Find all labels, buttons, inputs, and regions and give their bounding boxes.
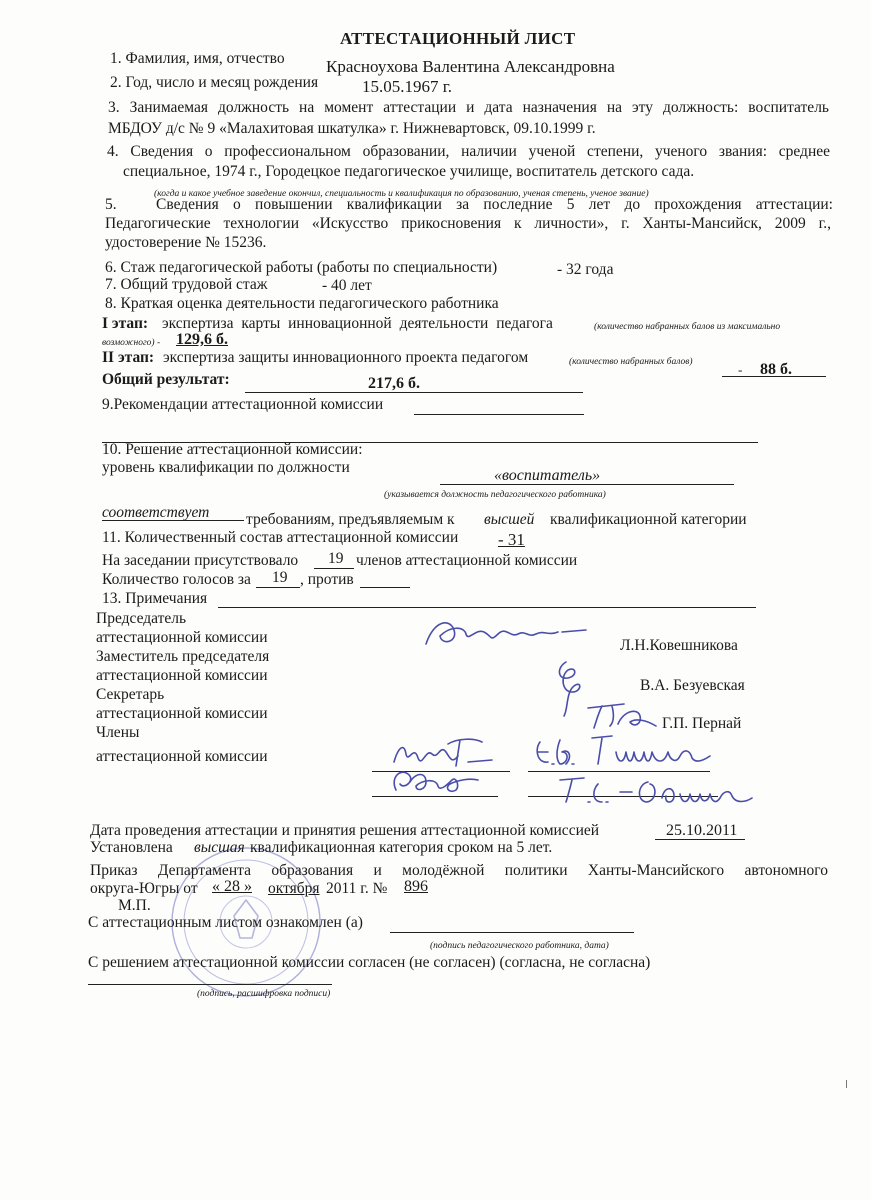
order-line-2-a: округа-Югры от xyxy=(90,880,198,897)
birth-date-value: 15.05.1967 г. xyxy=(362,77,453,96)
member-signature-3 xyxy=(386,760,486,800)
stage2-note: (количество набранных балов) xyxy=(569,357,693,367)
stage1-title: I этап: xyxy=(102,315,149,332)
full-name-value: Красноухова Валентина Александровна xyxy=(326,57,615,76)
stage2-dash: - xyxy=(738,362,743,377)
notes-line xyxy=(218,607,756,608)
seal-place: М.П. xyxy=(118,897,151,914)
verdict-value: соответствует xyxy=(102,504,210,521)
stage2-text: экспертиза защиты инновационного проекта педагогом xyxy=(163,349,529,366)
votes-for-line xyxy=(256,587,300,588)
attestation-date-label: Дата проведения аттестации и принятия решения аттестационной комиссией xyxy=(90,822,600,839)
votes-label: Количество голосов за xyxy=(102,571,251,588)
deputy-label-1: Заместитель председателя xyxy=(96,648,270,665)
commission-size-value: - 31 xyxy=(498,530,525,549)
established-term: квалификационная категория сроком на 5 лет. xyxy=(250,839,553,856)
category-word: высшей xyxy=(484,511,535,528)
margin-mark xyxy=(846,1080,847,1088)
chair-name: Л.Н.Ковешникова xyxy=(620,637,738,654)
assessment-label: 8. Краткая оценка деятельности педагогического работника xyxy=(105,295,499,312)
total-result-line xyxy=(245,392,583,393)
total-experience-label: 7. Общий трудовой стаж xyxy=(105,276,268,293)
qualification-level-label: уровень квалификации по должности xyxy=(102,459,350,476)
total-experience-value: - 40 лет xyxy=(322,277,372,294)
total-result-label: Общий результат: xyxy=(102,371,230,388)
training-line-1: Сведения о повышении квалификации за последние 5 лет до прохождения аттестации: xyxy=(156,196,833,213)
secretary-signature xyxy=(584,700,664,732)
stage1-text: экспертиза карты инновационной деятельности педагога xyxy=(162,315,553,332)
chair-label-1: Председатель xyxy=(96,610,187,627)
secretary-label-1: Секретарь xyxy=(96,686,165,703)
agreement-note: (подпись, расшифровка подписи) xyxy=(197,989,331,999)
attestation-date-value: 25.10.2011 xyxy=(666,822,738,839)
agreement-text: С решением аттестационной комиссии согласен (не согласен) (согласна, не согласна) xyxy=(88,954,651,971)
acquainted-note: (подпись педагогического работника, дата) xyxy=(430,941,609,951)
recommendations-line-1 xyxy=(414,414,584,415)
commission-size-label: 11. Количественный состав аттестационной комиссии xyxy=(102,529,459,546)
ped-experience-label: 6. Стаж педагогической работы (работы по специальности) xyxy=(105,259,498,276)
training-line-2: Педагогические технологии «Искусство прикосновения к личности», г. Ханты-Мансийск, 2009 г., xyxy=(105,215,831,232)
votes-for-value: 19 xyxy=(272,569,288,586)
present-text: членов аттестационной комиссии xyxy=(356,552,578,569)
deputy-name: В.А. Безуевская xyxy=(640,677,745,694)
votes-against-line xyxy=(360,587,410,588)
stage2-score-line xyxy=(722,376,826,377)
education-note: (когда и какое учебное заведение окончил, специальность и квалификация по образованию, ученая степень, ученое звание) xyxy=(154,189,649,199)
stage2-title: II этап: xyxy=(102,349,155,366)
secretary-label-2: аттестационной комиссии xyxy=(96,705,268,722)
order-number: 896 xyxy=(404,878,428,895)
education-line-1: 4. Сведения о профессиональном образовании, наличии ученой степени, ученого звания: среднее xyxy=(107,143,830,160)
document-title: АТТЕСТАЦИОННЫЙ ЛИСТ xyxy=(340,29,576,48)
stage1-score: 129,6 б. xyxy=(176,331,228,348)
total-result-value: 217,6 б. xyxy=(368,375,420,392)
attestation-date-line xyxy=(655,839,745,840)
verdict-line xyxy=(102,520,244,521)
position-line-1: 3. Занимаемая должность на момент аттестации и дата назначения на эту должность: воспитатель xyxy=(108,99,829,116)
order-line-1: Приказ Департамента образования и молодёжной политики Ханты-Мансийского автономного xyxy=(90,862,828,879)
present-value: 19 xyxy=(328,550,344,567)
full-name-label: 1. Фамилия, имя, отчество xyxy=(110,50,285,67)
established-category: высшая xyxy=(194,839,245,856)
requirements-text-a: требованиям, предъявляемым к xyxy=(246,511,455,528)
training-number: 5. xyxy=(105,196,117,213)
education-line-2: специальное, 1974 г., Городецкое педагогическое училище, воспитатель детского сада. xyxy=(123,163,695,180)
present-label: На заседании присутствовало xyxy=(102,552,299,569)
notes-label: 13. Примечания xyxy=(102,590,208,607)
members-label-2: аттестационной комиссии xyxy=(96,748,268,765)
member-signature-2 xyxy=(532,730,732,774)
members-label-1: Члены xyxy=(96,724,140,741)
member-signature-4 xyxy=(556,772,766,812)
deputy-label-2: аттестационной комиссии xyxy=(96,667,268,684)
acquainted-label: С аттестационным листом ознакомлен (а) xyxy=(88,914,363,931)
position-value: «воспитатель» xyxy=(494,467,601,484)
acquainted-line xyxy=(390,932,634,933)
stage1-note-b: возможного) - xyxy=(102,338,161,348)
order-year: 2011 г. № xyxy=(326,880,388,897)
order-day: « 28 » xyxy=(212,878,252,895)
stage2-score: 88 б. xyxy=(760,361,792,378)
present-line xyxy=(314,568,354,569)
secretary-name: Г.П. Пернай xyxy=(662,715,742,732)
chair-label-2: аттестационной комиссии xyxy=(96,629,268,646)
decision-label: 10. Решение аттестационной комиссии: xyxy=(102,441,363,458)
chair-signature xyxy=(420,612,590,652)
established-label: Установлена xyxy=(90,839,173,856)
order-month: октября xyxy=(268,880,320,897)
position-note: (указывается должность педагогического работника) xyxy=(384,490,606,500)
recommendations-label: 9.Рекомендации аттестационной комиссии xyxy=(102,396,384,413)
votes-against-label: , против xyxy=(300,571,354,588)
position-line-2: МБДОУ д/с № 9 «Малахитовая шкатулка» г. Нижневартовск, 09.10.1999 г. xyxy=(108,120,596,137)
position-line xyxy=(440,484,734,485)
birth-date-label: 2. Год, число и месяц рождения xyxy=(110,74,319,91)
requirements-text-b: квалификационной категории xyxy=(550,511,747,528)
training-line-3: удостоверение № 15236. xyxy=(105,234,267,251)
ped-experience-value: - 32 года xyxy=(557,261,614,278)
stage1-note-a: (количество набранных балов из максимально xyxy=(594,322,781,332)
